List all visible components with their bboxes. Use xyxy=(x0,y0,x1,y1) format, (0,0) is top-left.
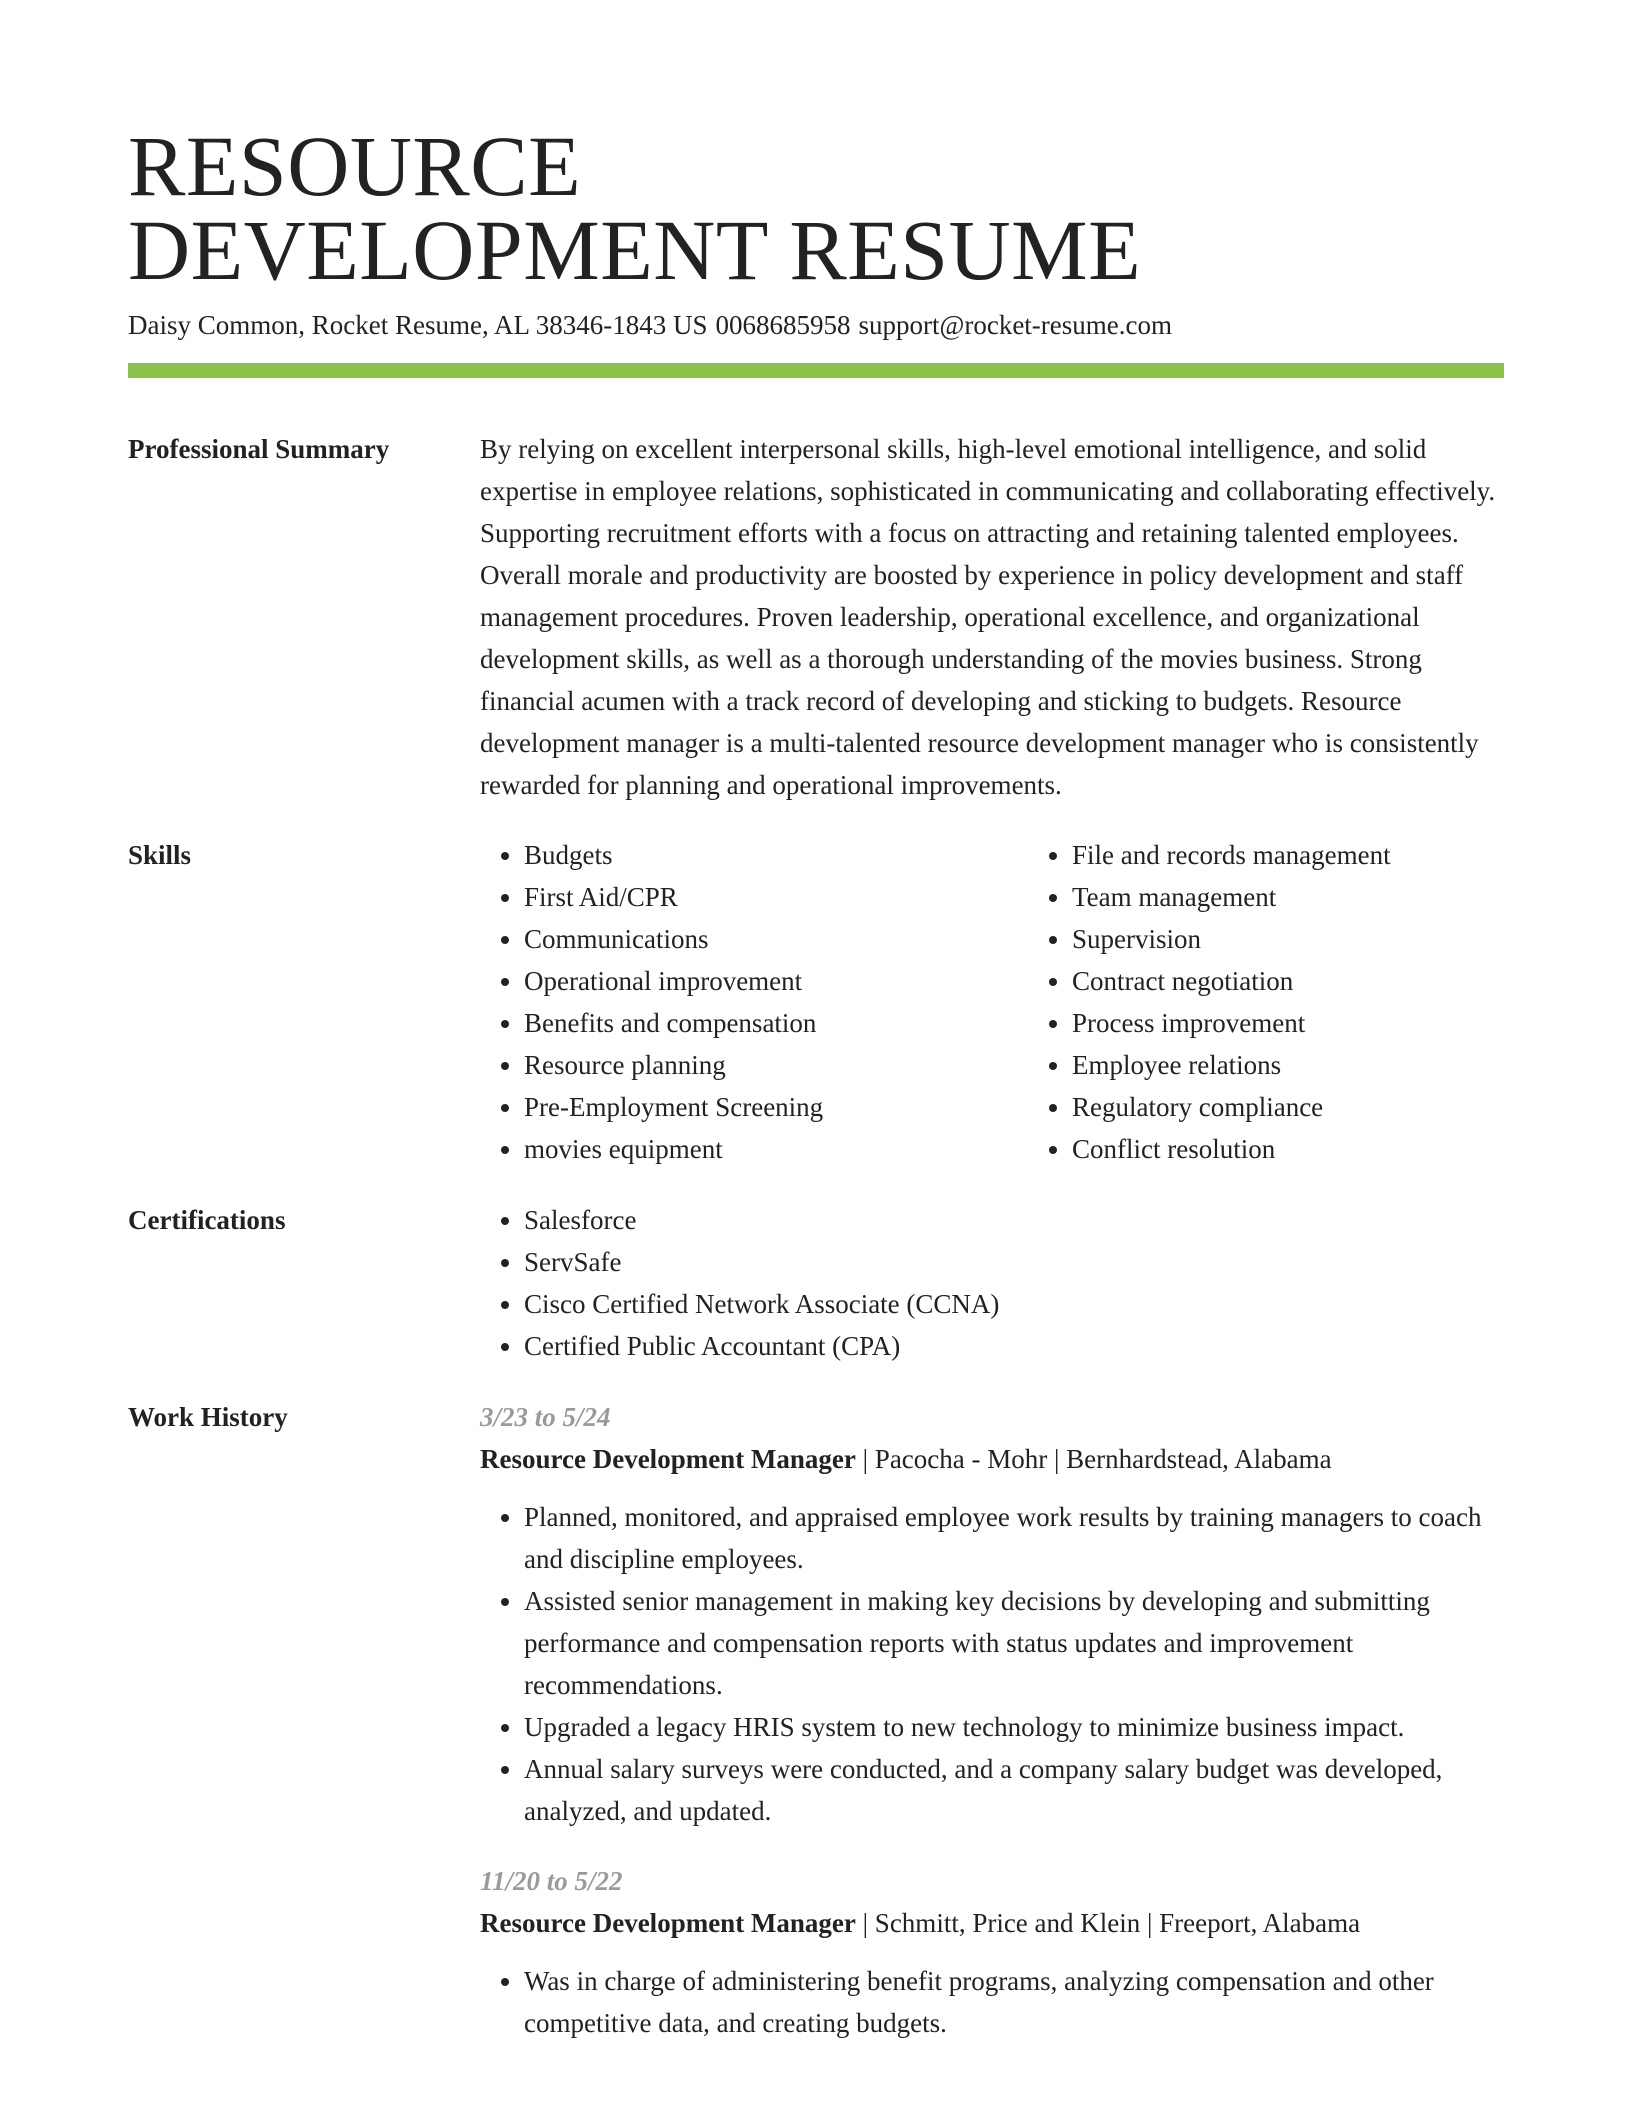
skill-item: • Communications xyxy=(524,918,1028,960)
job-heading xyxy=(480,1902,1504,1944)
job-dates: 3/23 to 5/24 xyxy=(480,1402,611,1432)
job-bullet: • Upgraded a legacy HRIS system to new technology to minimize business impact. xyxy=(524,1706,1504,1748)
job-details: | Schmitt, Price and Klein | Freeport, Alabama xyxy=(855,1908,1361,1938)
work-history-section xyxy=(128,1398,1504,2044)
job-title: Resource Development Manager xyxy=(480,1444,856,1474)
contact-line xyxy=(128,308,1504,342)
job-title: Resource Development Manager xyxy=(480,1908,856,1938)
certifications-heading: Certifications xyxy=(128,1205,286,1235)
certification-item: • Salesforce xyxy=(524,1199,1504,1241)
skills-list-left xyxy=(480,834,1028,1170)
header-divider xyxy=(128,363,1504,378)
certifications-list xyxy=(480,1199,1504,1367)
job-bullets xyxy=(480,1960,1504,2044)
skills-heading: Skills xyxy=(128,840,192,870)
skill-item: • Team management xyxy=(1072,876,1576,918)
skill-item: • Supervision xyxy=(1072,918,1576,960)
skill-item: • Process improvement xyxy=(1072,1002,1576,1044)
skill-item: • Benefits and compensation xyxy=(524,1002,1028,1044)
title-line-1: RESOURCE xyxy=(128,118,582,214)
skill-item: • Contract negotiation xyxy=(1072,960,1576,1002)
job-entry xyxy=(480,1396,1504,1832)
page-title xyxy=(128,118,1504,298)
job-bullet: • Was in charge of administering benefit programs, analyzing compensation and other competitive data, and creating budgets. xyxy=(524,1960,1504,2044)
summary-heading: Professional Summary xyxy=(128,434,390,464)
skill-item: • Conflict resolution xyxy=(1072,1128,1576,1170)
job-bullet: • Annual salary surveys were conducted, and a company salary budget was developed, analyzed, and updated. xyxy=(524,1748,1504,1832)
skill-item: • Pre-Employment Screening xyxy=(524,1086,1028,1128)
skill-item: • Employee relations xyxy=(1072,1044,1576,1086)
work-history-heading: Work History xyxy=(128,1402,288,1432)
job-heading xyxy=(480,1438,1504,1480)
contact-phone: 0068685958 xyxy=(715,310,851,340)
certification-item: • ServSafe xyxy=(524,1241,1504,1283)
skill-item: • Resource planning xyxy=(524,1044,1028,1086)
certifications-section xyxy=(128,1201,1504,1367)
certification-item: • Cisco Certified Network Associate (CCNA) xyxy=(524,1283,1504,1325)
job-entry xyxy=(480,1860,1504,2044)
skill-item: • First Aid/CPR xyxy=(524,876,1028,918)
skill-item: • Budgets xyxy=(524,834,1028,876)
skill-item: • Operational improvement xyxy=(524,960,1028,1002)
job-bullets xyxy=(480,1496,1504,1832)
contact-address: Daisy Common, Rocket Resume, AL 38346-1843 US xyxy=(128,310,708,340)
skill-item: • Regulatory compliance xyxy=(1072,1086,1576,1128)
skill-item: • movies equipment xyxy=(524,1128,1028,1170)
job-details: | Pacocha - Mohr | Bernhardstead, Alabama xyxy=(855,1444,1332,1474)
summary-section xyxy=(128,430,1504,806)
job-bullet: • Planned, monitored, and appraised employee work results by training managers to coach and discipline employees. xyxy=(524,1496,1504,1580)
summary-text: By relying on excellent interpersonal skills, high-level emotional intelligence, and solid expertise in employee relations, sophisticated in communicating and collaborating effectively. Supporting recruitment efforts with a focus on attracting and retaining talented employees. Overall morale and productivity are boosted by experience in policy development and staff management procedures. Proven leadership, operational excellence, and organizational development skills, as well as a thorough understanding of the movies business. Strong financial acumen with a track record of developing and sticking to budgets. Resource development manager is a multi-talented resource development manager who is consistently rewarded for planning and operational improvements. xyxy=(480,434,1496,800)
skills-list-right xyxy=(1028,834,1576,1170)
job-dates: 11/20 to 5/22 xyxy=(480,1866,623,1896)
certification-item: • Certified Public Accountant (CPA) xyxy=(524,1325,1504,1367)
contact-email: support@rocket-resume.com xyxy=(858,310,1173,340)
skill-item: • File and records management xyxy=(1072,834,1576,876)
job-bullet: • Assisted senior management in making key decisions by developing and submitting performance and compensation reports with status updates and improvement recommendations. xyxy=(524,1580,1504,1706)
title-line-2: DEVELOPMENT RESUME xyxy=(128,202,1142,298)
resume-page xyxy=(128,118,1504,2044)
skills-section xyxy=(128,836,1504,1170)
